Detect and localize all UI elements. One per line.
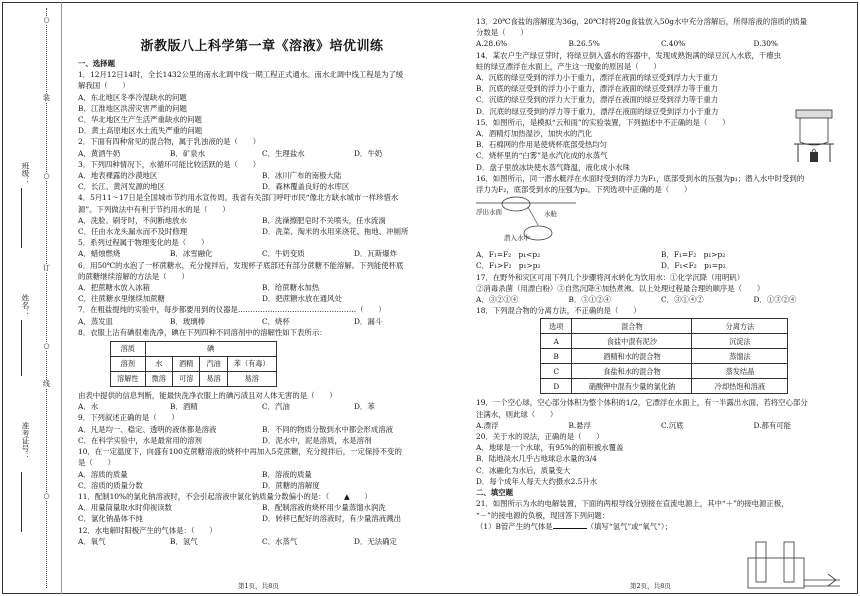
option: D．沉底的绿豆受到的浮力等于重力，漂浮在液面的绿豆受到浮力小于重力 [476, 106, 719, 116]
ice-plate-icon [796, 110, 832, 118]
option: D．洗菜、淘米的水用来浇花、拖地、冲厕所 [262, 227, 409, 237]
option: D．转移已配好的溶液时，有少量溶液溅出 [262, 514, 401, 524]
option: A．水 [78, 402, 99, 412]
option: C．烧杯里的“白雾”是水汽化成的水蒸气 [476, 151, 608, 161]
question-text: 14．某农户生产绿豆芽时，将绿豆倒入盛水的容器中，发现成熟饱满的绿豆沉入水底，干瘪虫 [476, 50, 782, 60]
option: A．东北地区冬季冷湿缺水的问题 [78, 92, 187, 102]
name-field-label: 姓名： [21, 294, 30, 317]
table-cell: A [541, 334, 572, 349]
table-cell: C [541, 364, 572, 379]
option: D．把蔗糖水放在通风处 [262, 294, 342, 304]
options-row [78, 170, 446, 181]
question-text: 20．关于水的说法，正确的是（ ） [476, 432, 604, 442]
question-text: 13．20℃食盐的溶解度为36g，20℃时将20g食盐放入50g水中充分溶解后，所得溶液的溶质的质量 [476, 17, 808, 26]
option: D．蔗糖的溶解度 [262, 480, 320, 490]
question-text: 蛀的绿豆漂浮在水面上，产生这一现象的原因是（ ） [476, 61, 661, 71]
option: D．无法确定 [354, 536, 397, 546]
option: B．冰川广布的南极大陆 [262, 171, 342, 181]
options-row [78, 435, 446, 446]
option: A．地球是一个水球，有95%的面积被水覆盖 [476, 443, 624, 453]
option: C．沉底的绿豆受到的浮力大于重力，漂浮在液面的绿豆受到浮力等于重力 [476, 95, 719, 105]
option: D．F₁<F₂ p₁=p₂ [661, 261, 726, 271]
option: A．氧气 [78, 536, 106, 546]
table-cell: 溶解性 [111, 372, 146, 387]
option: C．烧杯 [262, 316, 290, 326]
question-text: 10．在一定温度下，向盛有100克蔗糖溶液的烧杯中再加入5克蔗糖，充分搅拌后，一定保持不变的 [78, 447, 402, 457]
table-cell: 酒精和水的混合物 [572, 349, 692, 364]
option: A．洗脸、刷牙时，不间断地放水 [78, 215, 187, 225]
electrolysis-apparatus-figure [744, 540, 844, 592]
option: B．氢气 [170, 536, 198, 546]
option: C．任由水龙头漏水而不及时修理 [78, 227, 188, 237]
option: D．森林覆盖良好的水库区 [262, 182, 350, 192]
alcohol-lamp-icon [810, 152, 818, 162]
table-cell: 易溶 [200, 372, 227, 387]
table-header-cell: 混合物 [572, 319, 692, 334]
options-row [78, 282, 446, 293]
question-text [476, 521, 846, 532]
option: A.28.6% [476, 39, 508, 49]
option: B．不同的物质分散到水中都会形成溶液 [262, 424, 394, 434]
option: D．每个成年人每天大约摄水2.5升水 [476, 476, 598, 486]
page-footer: 第1页，共8页 [238, 581, 279, 590]
option: A．F₁=F₂ p₁<p₂ [476, 250, 541, 260]
option: B．酒精 [170, 402, 198, 412]
table-cell: 易溶 [227, 372, 276, 387]
question-text: 16．如图所示，同一潜水艇浮在水面时受到的浮力为F₁，底部受到水的压强为p₁；潜入水中时受到的 [476, 173, 805, 183]
test-tube-a-icon [756, 542, 766, 582]
question-text: 的蔗糖继续溶解的方法是（ ） [78, 271, 189, 281]
option: A．凡是均一、稳定、透明的液体都是溶液 [78, 424, 217, 434]
question-text: 15．如图所示，是模拟“云和雨”的实验装置，下列描述中不正确的是（ ） [476, 117, 730, 127]
page-one [78, 14, 446, 547]
option: C．往蔗糖水里继续加蔗糖 [78, 294, 165, 304]
page-title: 浙教版八上科学第一章《溶液》培优训练 [140, 39, 384, 54]
option: B．F₁=F₂ p₁>p₂ [661, 250, 726, 260]
option: A．黄酒牛奶 [78, 148, 121, 158]
solubility-table [110, 341, 277, 387]
beaker-icon [800, 118, 828, 145]
table-cell: B [541, 349, 572, 364]
options-row [78, 480, 446, 491]
option: C．汽油 [262, 402, 290, 412]
binding-mark: 订 [43, 264, 50, 272]
option: D．漏斗 [354, 316, 383, 326]
question-text: 由表中提供的信息判断，能最快洗净衣服上的碘污渍且对人体无害的是（ ） [78, 391, 337, 401]
options-row [78, 401, 446, 412]
test-tube-b-icon [784, 542, 794, 582]
options-row [476, 249, 846, 260]
options-row [78, 248, 446, 259]
question-text: 源”。下列做法中有利于节约用水的是（ ） [78, 204, 230, 214]
question-text: 是（ ） [78, 458, 115, 468]
table-cell: 溶剂 [111, 357, 146, 372]
figure-label: 浮出水面 [476, 208, 502, 217]
option: A．蒸发皿 [78, 316, 113, 326]
option: D.30% [753, 39, 778, 49]
option: B．江淮地区洪涝灾害严重的问题 [78, 103, 187, 113]
table-cell: 微溶 [145, 372, 172, 387]
table-cell: 硝酸钾中混有少量的氯化钠 [572, 379, 692, 394]
table-row [111, 372, 277, 387]
option: B．给蔗糖水加热 [262, 283, 320, 293]
option: A．蜡烛燃烧 [78, 249, 121, 259]
option: C.沉底 [661, 420, 684, 430]
options-row [78, 424, 446, 435]
options-row [476, 420, 846, 431]
option: C．在科学实验中，水是最常用的溶剂 [78, 435, 202, 445]
option: B．陆地淡水几乎占地球总水量的3/4 [476, 454, 597, 464]
table-cell: 冷却热饱和溶液 [692, 379, 788, 394]
options-row [476, 260, 846, 271]
options-row [78, 215, 446, 226]
options-row [78, 181, 446, 192]
table-cell: 苯（有毒） [227, 357, 276, 372]
question-text: 21．如图所示为水的电解装置，下面的两根导线分别接在直流电源上，其中“＋”的接电源正极， [476, 499, 789, 509]
option: D．黄土高原地区水土流失严重的问题 [78, 126, 203, 136]
options-row [476, 294, 846, 305]
option: B．冰雪融化 [170, 249, 213, 259]
options-row [78, 513, 446, 524]
section-heading: 一、选择题 [78, 59, 115, 68]
name-field-line[interactable] [21, 320, 22, 376]
table-row [111, 357, 277, 372]
table-row [541, 364, 788, 379]
question-text: ②消毒杀菌（用漂白粉）③自然沉降④加热煮沸。以上处理过程最合理的顺序是（ ） [476, 283, 765, 293]
option: C．牛奶变质 [262, 249, 305, 259]
option: B．沉底的绿豆受到的浮力小于重力，漂浮在液面的绿豆受到浮力等于重力 [476, 84, 718, 94]
table-cell: 汽油 [200, 357, 227, 372]
question-text: 解我国（ ） [78, 81, 130, 91]
exam-id-field-label: 准考证号： [21, 422, 30, 460]
separation-table [540, 318, 788, 394]
option: C．氯化钠晶体不纯 [78, 514, 143, 524]
figure-label: 水舱 [544, 210, 557, 219]
option: D．①③②④ [753, 295, 797, 305]
question-text: 浮力为F₂，底部受到水的压强为p₂。下列选项中正确的是（ ） [476, 185, 692, 195]
table-cell: 食盐中混有泥沙 [572, 334, 692, 349]
binding-mark: ○ [43, 342, 50, 350]
option: A．③②①④ [476, 295, 519, 305]
options-row [78, 226, 446, 237]
option: C．F₁>F₂ p₁>p₂ [476, 261, 541, 271]
table-cell: 可溶 [172, 372, 199, 387]
question-text: 18．下列混合物的分离方法，不正确的是（ ） [476, 306, 641, 316]
option: C．生理盐水 [262, 148, 305, 158]
option: D．盘子里放冰块使水蒸气降温，液化成小水珠 [476, 162, 630, 172]
table-cell: 沉淀法 [692, 334, 788, 349]
binding-mark: 线 [43, 380, 50, 388]
question-text: 7．在粗盐提纯的实验中，每步都要用到的仪器是…………………………………………（ ） [78, 305, 386, 315]
question-text: 8．衣服上沾有碘很难洗净，碘在下列四种不同溶剂中的溶解性如下表所示： [78, 327, 327, 337]
table-header-row [541, 319, 788, 334]
table-row [111, 342, 277, 357]
option: C．溶质的质量分数 [78, 480, 143, 490]
option: A．把蔗糖水放入冰箱 [78, 283, 150, 293]
options-row [476, 38, 846, 49]
option: A．酒精灯加热湿沙，加快水的汽化 [476, 129, 593, 139]
option: B．洗澡擦肥皂时不关喷头，任水流淌 [262, 215, 386, 225]
flame-icon [812, 149, 816, 152]
table-row [541, 334, 788, 349]
question-text: 分数是（ ） [476, 28, 528, 38]
option: D.都有可能 [753, 420, 792, 430]
option: C．长江、黄河发源的地区 [78, 182, 165, 192]
option: D．苯 [354, 402, 375, 412]
option: B．石棉网的作用是使烧杯底部受热均匀 [476, 140, 608, 150]
options-row [78, 293, 446, 304]
option: A.漂浮 [476, 420, 499, 430]
table-cell: 溶质 [111, 342, 146, 357]
cloud-rain-apparatus-figure [788, 92, 844, 164]
binding-mark: ○ [43, 492, 50, 500]
option: D．牛奶 [354, 148, 383, 158]
question-text: 2．下面有四种常见的混合物，属于乳浊液的是（ ） [78, 137, 261, 147]
options-row [78, 469, 446, 480]
binding-mark: ○ [43, 16, 50, 24]
electrolysis-tank-icon [748, 558, 804, 588]
table-header-cell: 分离方法 [692, 319, 788, 334]
question-text: “－”的接电源的负极，现回答下列问题： [476, 510, 610, 520]
question-text: 9．下列叙述正确的是（ ） [78, 413, 179, 423]
class-field-label: 班级： [21, 162, 30, 185]
option: A．用量筒量取水时仰视读数 [78, 503, 173, 513]
table-cell: 碘 [145, 342, 276, 357]
question-text-part: （1）B管产生的气体是 [476, 521, 553, 531]
submarine-figure [476, 195, 846, 249]
submarine-diagram [476, 195, 586, 249]
option: B.悬浮 [568, 420, 592, 430]
table-row [541, 349, 788, 364]
option: C．冰融化为水后，质量变大 [476, 465, 571, 475]
question-text: 6．用50℃的水泡了一杯蔗糖水，充分搅拌后，发现杯子底部还有部分蔗糖不能溶解。下列能使杯底 [78, 260, 404, 270]
option: B．配制溶液的烧杯用少量蒸馏水润洗 [262, 503, 386, 513]
table-cell: 蒸馏法 [692, 349, 788, 364]
question-text: 注满水，则此球（ ） [476, 409, 558, 419]
question-text: 3．下列四种情况下，水循环可能比较活跃的是（ ） [78, 159, 261, 169]
option: A．地表裸露的沙漠地区 [78, 171, 158, 181]
question-text: 4．5月11～17日是全国城市节约用水宣传周。我省有关部门呼吁市民“像北方缺水城市一样珍惜水 [78, 193, 399, 203]
table-cell: 蒸发结晶 [692, 364, 788, 379]
question-text: 5．系列过程属于物理变化的是（ ） [78, 238, 209, 248]
option: C．③①④② [661, 295, 704, 305]
section-heading: 二、填空题 [476, 488, 513, 498]
table-cell: D [541, 379, 572, 394]
option: D．瓦斯爆炸 [354, 249, 397, 259]
option: C.40% [661, 39, 686, 49]
question-text: 11．配制10%的氯化钠溶液时，不会引起溶液中氯化钠质量分数偏小的是：（ ▲ ） [78, 491, 372, 501]
binding-mark: 装 [43, 94, 50, 102]
option: B．溶液的质量 [262, 469, 312, 479]
option: B．③①②④ [568, 295, 611, 305]
options-row [78, 536, 446, 547]
answer-blank[interactable] [553, 521, 587, 529]
exam-id-field-line[interactable] [21, 472, 22, 532]
question-text: 1．12月12日14时，全长1432公里的南水北调中线一期工程正式通水。南水北调中线工程是为了缓 [78, 70, 404, 80]
option: C．水蒸气 [262, 536, 298, 546]
question-text-part: （填写“氢气”或“氧气”）； [586, 521, 672, 531]
options-row [78, 148, 446, 159]
option: A．沉底的绿豆受到的浮力小于重力，漂浮在液面的绿豆受到浮力大于重力 [476, 73, 718, 83]
table-cell: 食盐和水的混合物 [572, 364, 692, 379]
binding-mark: ○ [43, 172, 50, 180]
table-cell: 水 [145, 357, 172, 372]
option: B．玻璃棒 [170, 316, 205, 326]
option: D．泥水中，泥是溶质，水是溶剂 [262, 435, 372, 445]
option: C．华北地区生产生活严重缺水的问题 [78, 115, 202, 125]
figure-label: 潜入水中 [504, 234, 530, 243]
question-text: 12．水电解时阳极产生的气体是：（ ） [78, 525, 217, 535]
option: B．矿泉水 [170, 148, 205, 158]
table-row [541, 379, 788, 394]
option: A．溶质的质量 [78, 469, 128, 479]
table-cell: 酒精 [172, 357, 199, 372]
table-header-cell: 选项 [541, 319, 572, 334]
question-text: 19．一个空心球，空心部分体积为整个体积的1/2，它漂浮在水面上，有一半露出水面，若将空心部分 [476, 398, 808, 408]
options-row [78, 316, 446, 327]
option: B.26.5% [568, 39, 600, 49]
options-row [78, 502, 446, 513]
page-footer: 第2页，共8页 [630, 581, 671, 590]
question-text: 17．在野外和灾区可用下列几个步骤将河水转化为饮用水：①化学沉降（用明矾） [476, 272, 745, 282]
binding-margin [2, 2, 62, 594]
class-field-line[interactable] [21, 188, 22, 248]
